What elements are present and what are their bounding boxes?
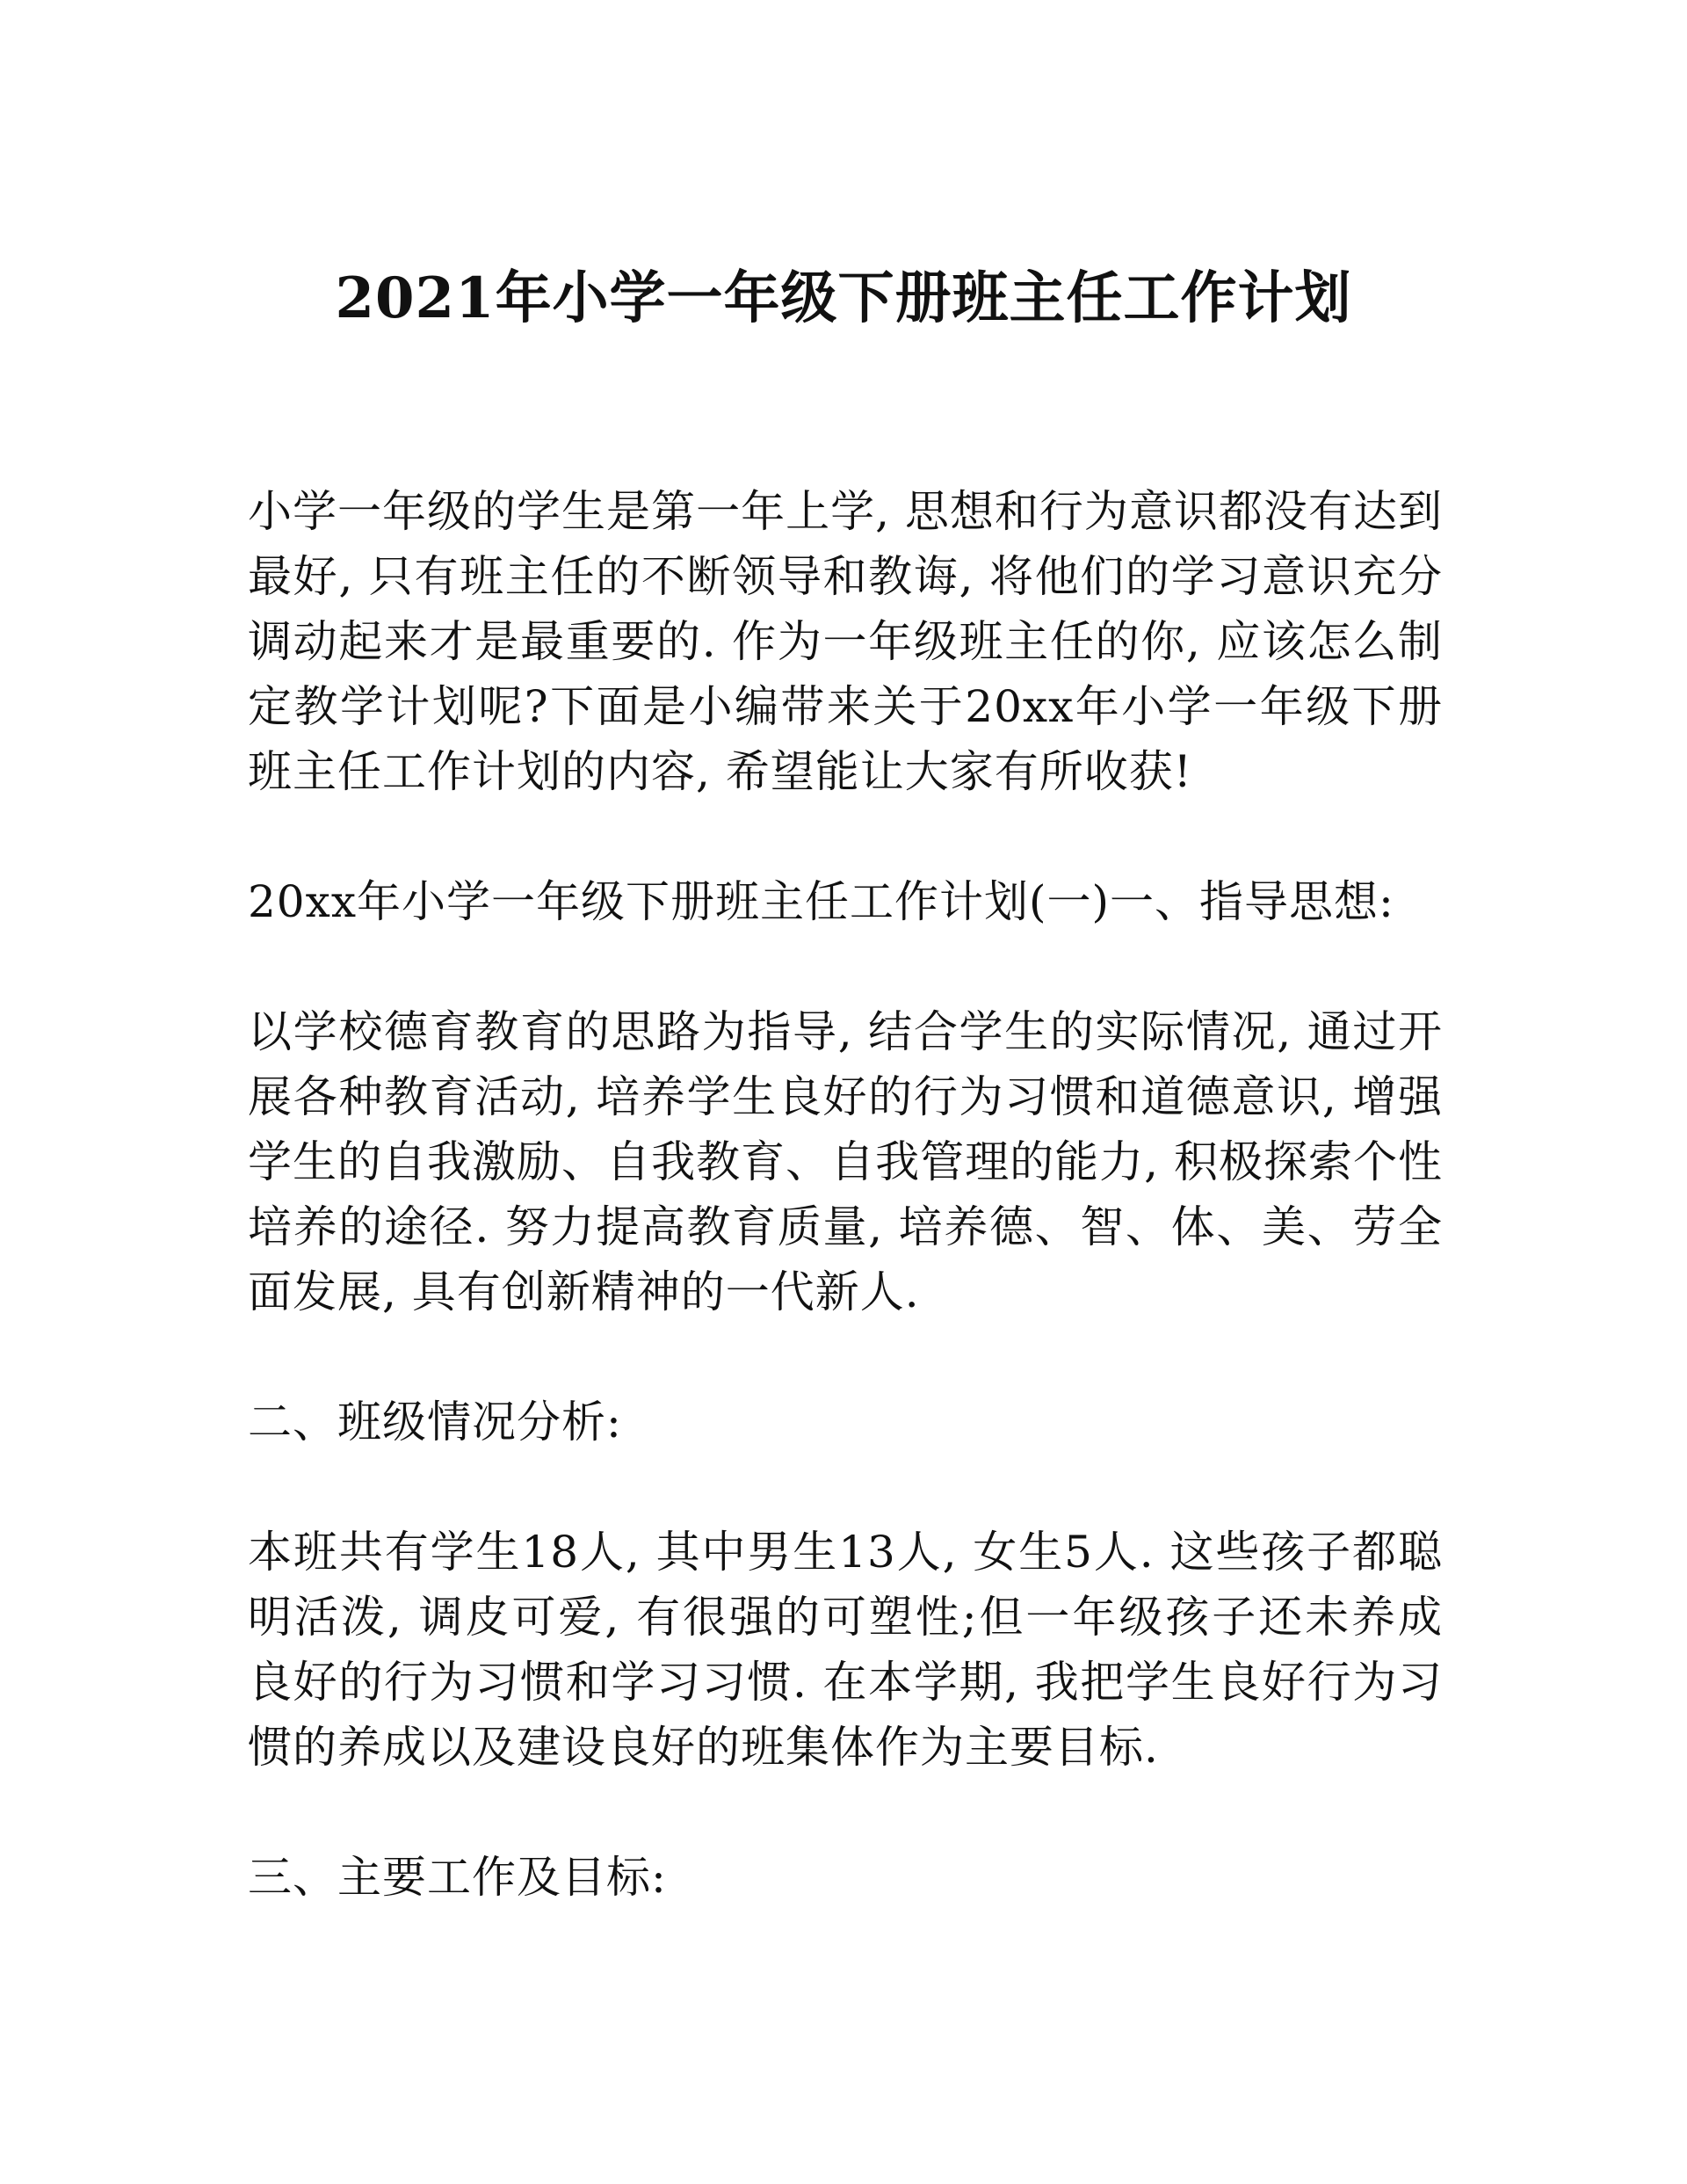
document-body [248, 479, 1443, 1910]
guiding-ideology-paragraph: 以学校德育教育的思路为指导, 结合学生的实际情况, 通过开展各种教育活动, 培养学生良好的行为习惯和道德意识, 增强学生的自我激励、自我教育、自我管理的能力, 积极探索个性培养的途径. 努力提高教育质量, 培养德、智、体、美、劳全面发展, 具有创新精神的一代新人. [248, 1006, 1443, 1317]
plan-heading-guiding-ideology: 20xx年小学一年级下册班主任工作计划(一)一、指导思想: [248, 876, 1394, 927]
section-heading-class-analysis: 二、班级情况分析: [248, 1397, 622, 1448]
section-heading-main-work: 三、主要工作及目标: [248, 1852, 667, 1903]
class-analysis-paragraph: 本班共有学生18人, 其中男生13人, 女生5人. 这些孩子都聪明活泼, 调皮可爱, 有很强的可塑性;但一年级孩子还未养成良好的行为习惯和学习习惯. 在本学期, 我把学生良好行为习惯的养成以及建设良好的班集体作为主要目标. [248, 1527, 1443, 1773]
document-title: 2021年小学一年级下册班主任工作计划 [335, 265, 1352, 331]
intro-paragraph: 小学一年级的学生是第一年上学, 思想和行为意识都没有达到最好, 只有班主任的不断领导和教诲, 将他们的学习意识充分调动起来才是最重要的. 作为一年级班主任的你, 应该怎么制定教学计划呢?下面是小编带来关于20xx年小学一年级下册班主任工作计划的内容, 希望能让大家有所收获! [248, 486, 1443, 797]
